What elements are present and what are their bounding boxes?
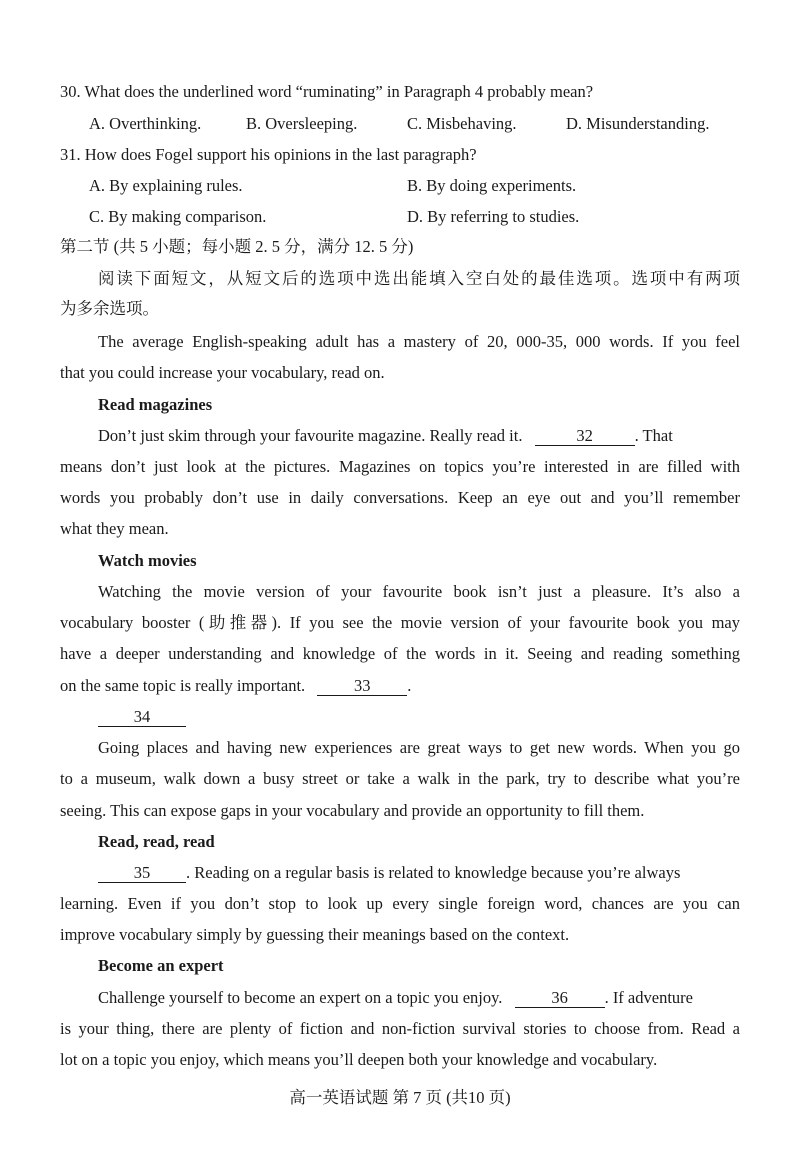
heading-read-magazines: Read magazines	[98, 395, 213, 414]
heading-watch-movies: Watch movies	[98, 551, 197, 570]
heading-become-an-expert: Become an expert	[98, 956, 224, 975]
q30-option-d: D. Misunderstanding.	[566, 114, 710, 133]
section-heading: 第二节 (共 5 小题；每小题 2. 5 分，满分 12. 5 分)	[60, 237, 414, 256]
paragraph-5-line1-tail: . If adventure	[604, 988, 693, 1007]
paragraph-5-line1-text: Challenge yourself to become an expert on a topic you enjoy.	[98, 988, 503, 1007]
paragraph-1-line1-tail: . That	[634, 426, 673, 445]
paragraph-2-line2: vocabulary booster (助推器). If you see the movie version of your favourite book you may	[60, 613, 740, 632]
paragraph-2-line4	[60, 675, 740, 697]
q31-option-a: A. By explaining rules.	[89, 176, 243, 195]
page-footer: 高一英语试题 第 7 页 (共10 页)	[289, 1088, 511, 1107]
paragraph-2-line4-tail: .	[407, 676, 412, 695]
paragraph-1-line1-text: Don’t just skim through your favourite magazine. Really read it.	[98, 426, 523, 445]
q31-option-b: B. By doing experiments.	[407, 176, 577, 195]
heading-blank-34-line	[98, 706, 778, 728]
blank-35: 35	[98, 864, 186, 883]
q30-option-b: B. Oversleeping.	[246, 114, 358, 133]
paragraph-4-line1	[98, 862, 740, 884]
paragraph-5-line2: is your thing, there are plenty of fiction and non-fiction survival stories to choose from. Read a	[60, 1019, 740, 1038]
question-30-options	[60, 113, 740, 135]
passage-intro-line2: that you could increase your vocabulary, read on.	[60, 363, 385, 382]
passage-intro-line1: The average English-speaking adult has a mastery of 20, 000-35, 000 words. If you feel	[98, 332, 740, 351]
question-30-stem: 30. What does the underlined word “ruminating” in Paragraph 4 probably mean?	[60, 82, 594, 101]
paragraph-4-line1-tail: . Reading on a regular basis is related to knowledge because you’re always	[186, 863, 681, 882]
paragraph-1-line3: words you probably don’t use in daily conversations. Keep an eye out and you’ll remember	[60, 488, 740, 507]
paragraph-3-line3: seeing. This can expose gaps in your vocabulary and provide an opportunity to fill them.	[60, 801, 645, 820]
paragraph-4-line2: learning. Even if you don’t stop to look up every single foreign word, chances are you can	[60, 894, 740, 913]
paragraph-4-line3: improve vocabulary simply by guessing their meanings based on the context.	[60, 925, 570, 944]
paragraph-3-line1: Going places and having new experiences are great ways to get new words. When you go	[98, 738, 740, 757]
heading-read-read-read: Read, read, read	[98, 832, 215, 851]
paragraph-1-line2: means don’t just look at the pictures. Magazines on topics you’re interested in are filled with	[60, 457, 740, 476]
section-instruction-line2: 为多余选项。	[60, 299, 159, 318]
paragraph-1-line1	[98, 425, 740, 447]
question-31-options-row2	[60, 206, 740, 228]
paragraph-2-line1: Watching the movie version of your favourite book isn’t just a pleasure. It’s also a	[98, 582, 740, 601]
blank-36: 36	[515, 989, 605, 1008]
question-31-options-row1	[60, 175, 740, 197]
blank-32: 32	[535, 427, 635, 446]
paragraph-2-line4-text: on the same topic is really important.	[60, 676, 306, 695]
section-instruction-line1: 阅读下面短文，从短文后的选项中选出能填入空白处的最佳选项。选项中有两项	[98, 269, 740, 288]
paragraph-5-line1	[98, 987, 740, 1009]
paragraph-1-line4: what they mean.	[60, 519, 169, 538]
paragraph-2-line3: have a deeper understanding and knowledge of the words in it. Seeing and reading something	[60, 644, 740, 663]
q30-option-c: C. Misbehaving.	[407, 114, 517, 133]
q31-option-d: D. By referring to studies.	[407, 207, 580, 226]
q31-option-c: C. By making comparison.	[89, 207, 267, 226]
paragraph-3-line2: to a museum, walk down a busy street or take a walk in the park, try to describe what you’re	[60, 769, 740, 788]
question-31-stem: 31. How does Fogel support his opinions in the last paragraph?	[60, 145, 477, 164]
paragraph-5-line3: lot on a topic you enjoy, which means you’ll deepen both your knowledge and vocabulary.	[60, 1050, 658, 1069]
blank-33: 33	[317, 677, 407, 696]
q30-option-a: A. Overthinking.	[89, 114, 202, 133]
blank-34: 34	[98, 708, 186, 727]
